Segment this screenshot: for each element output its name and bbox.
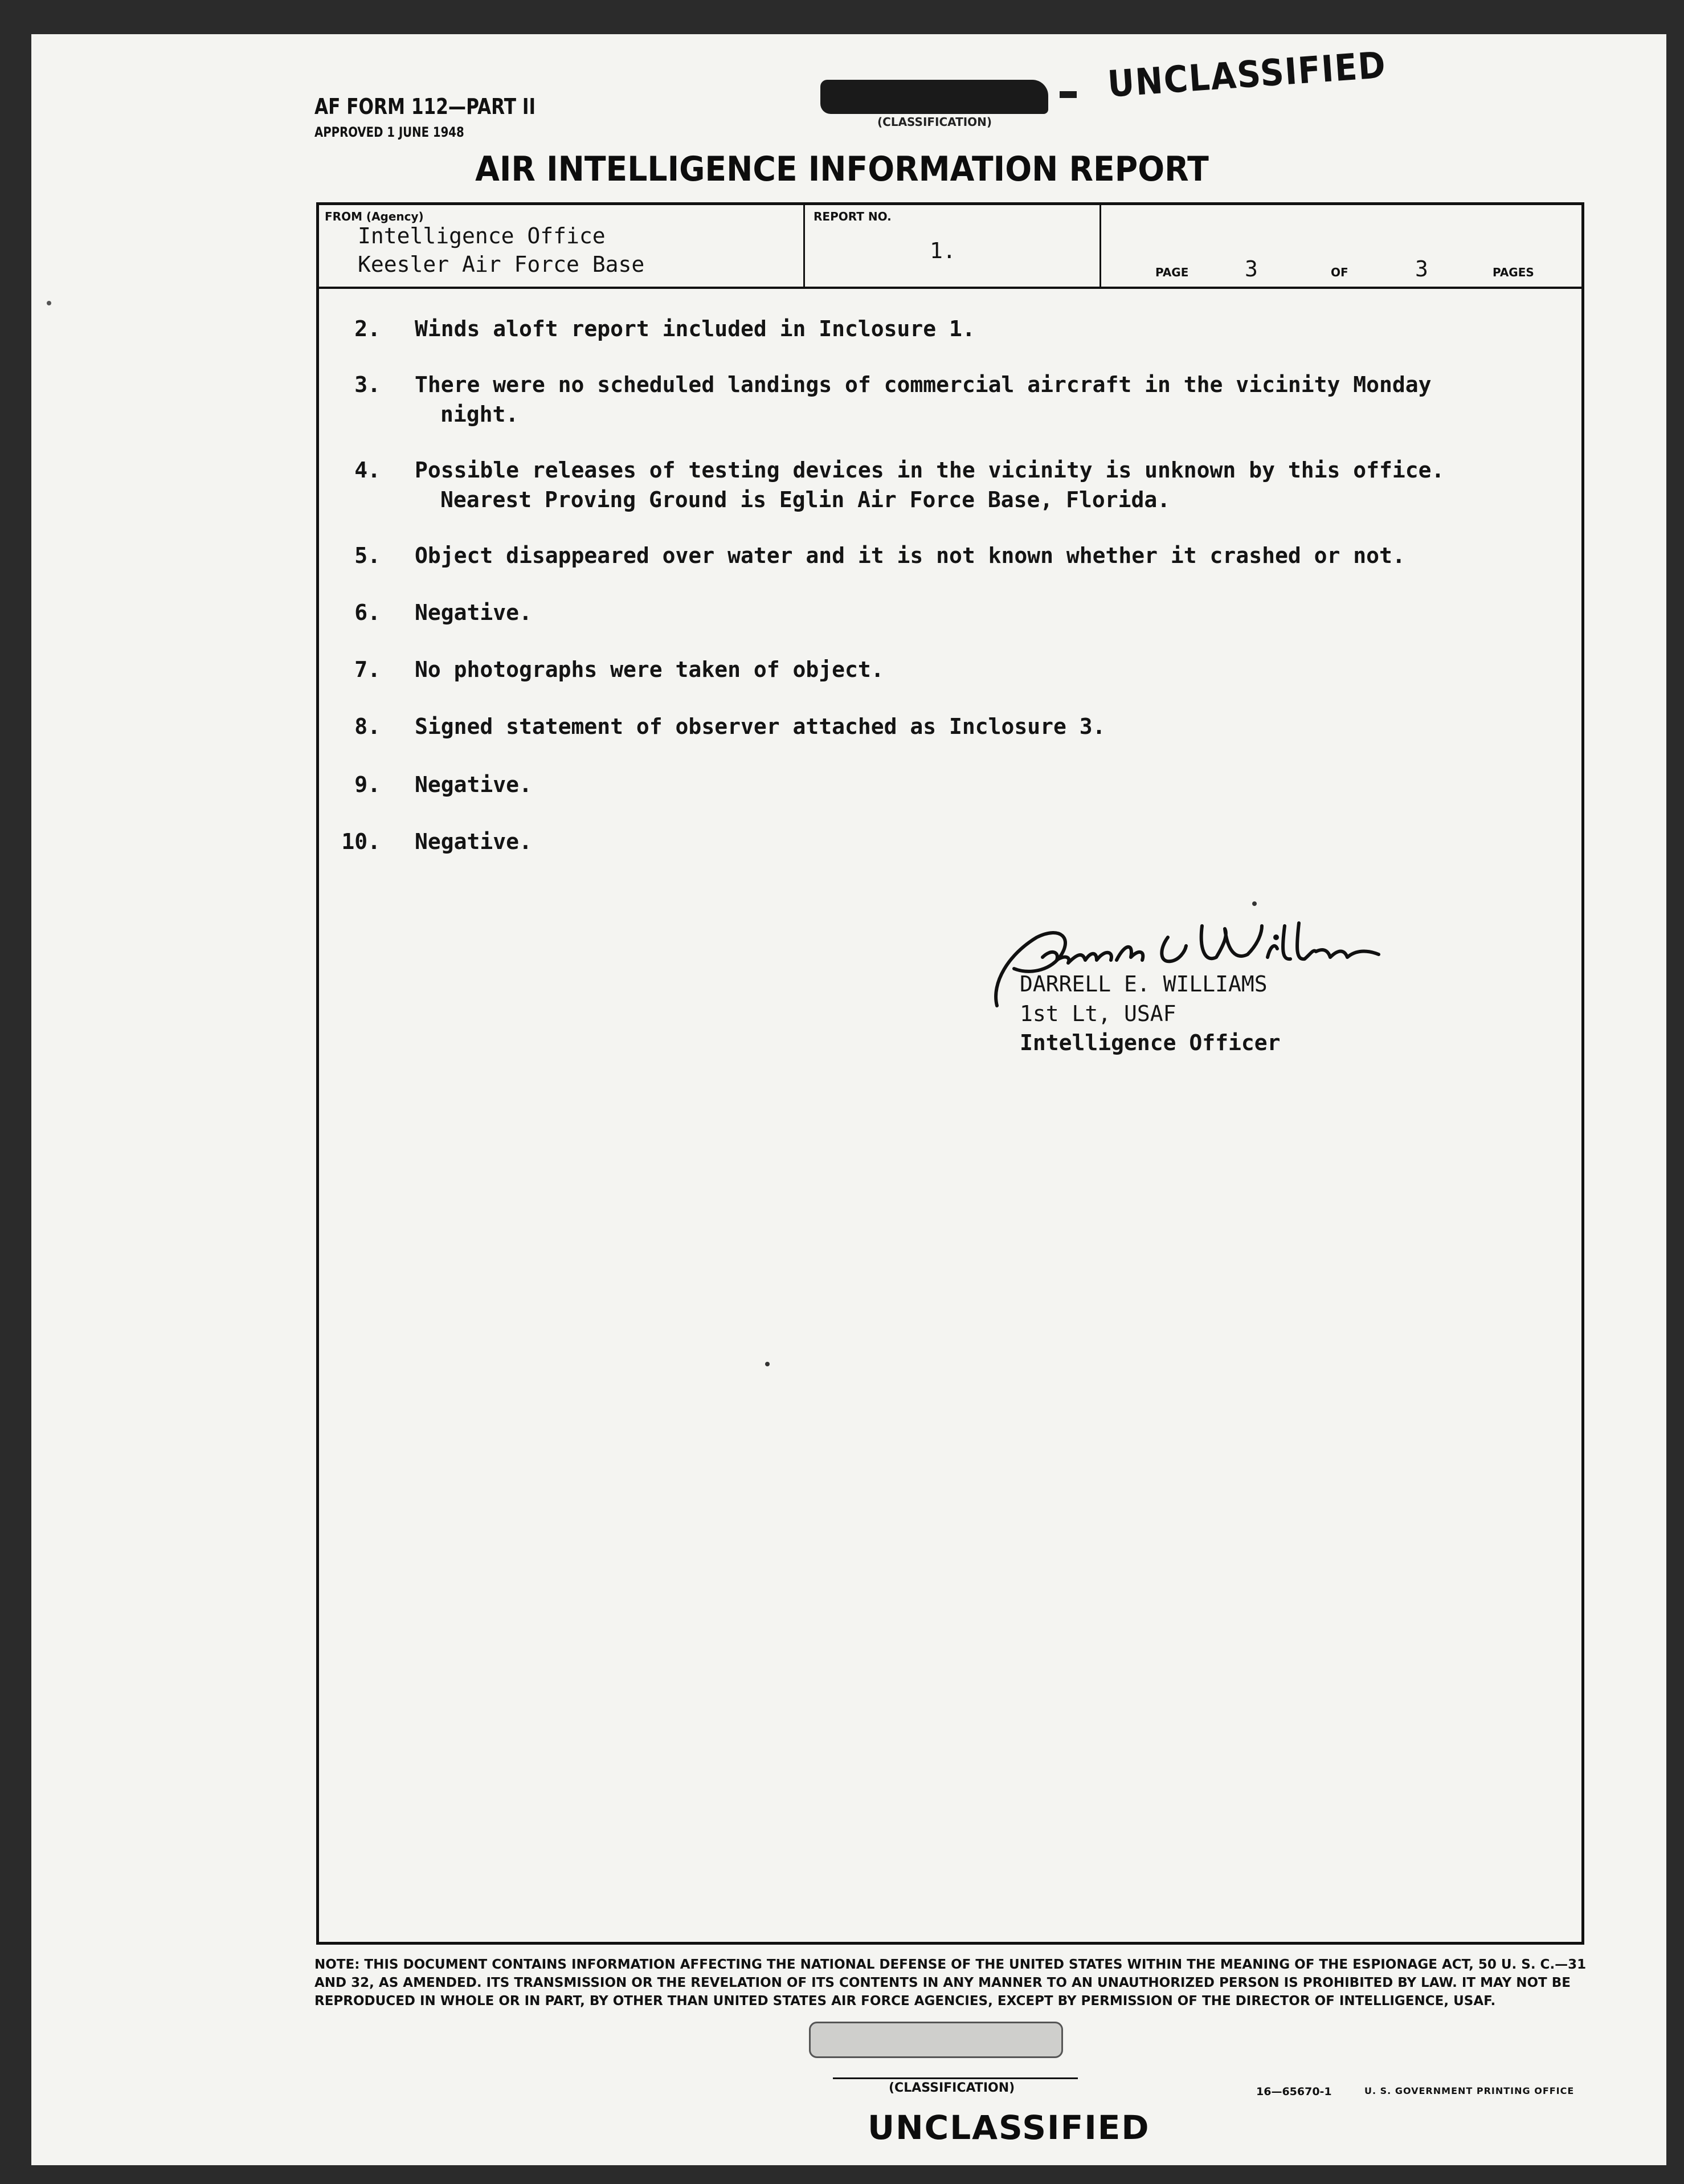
header-column-divider bbox=[1099, 202, 1101, 288]
item-text: Signed statement of observer attached as Inclosure 3. bbox=[415, 714, 1106, 739]
form-id: AF FORM 112—PART II bbox=[314, 94, 536, 119]
classification-stamp-top: UNCLASSIFIED bbox=[1106, 44, 1388, 106]
item-text-continued: night. bbox=[440, 402, 519, 427]
from-agency-label: FROM (Agency) bbox=[325, 210, 424, 223]
item-number: 9. bbox=[354, 772, 381, 797]
note-text: THIS DOCUMENT CONTAINS INFORMATION AFFECTING THE NATIONAL DEFENSE OF THE UNITED STATES WITHIN THE MEANING OF THE ESPIONAGE ACT, 50 U. S. C.—31 AND 32, AS AMENDED. ITS TRANSMISSION OR THE REVELATION OF ITS CONTENTS IN ANY MANNER TO AN UNAUTHORIZED PERSON IS PROHIBITED BY LAW. IT MAY NOT BE REPRODUCED IN WHOLE OR IN PART, BY OTHER THAN UNITED STATES AIR FORCE AGENCIES, EXCEPT BY PERMISSION OF THE DIRECTOR OF INTELLIGENCE, USAF. bbox=[314, 1957, 1587, 2009]
total-pages: 3 bbox=[1415, 256, 1428, 281]
note-label: NOTE: bbox=[314, 1957, 360, 1972]
item-number: 8. bbox=[354, 714, 381, 739]
item-number: 7. bbox=[354, 657, 381, 682]
of-label: OF bbox=[1331, 266, 1348, 279]
item-text: Negative. bbox=[415, 600, 532, 625]
item-text: Negative. bbox=[415, 829, 532, 854]
signer-rank: 1st Lt, USAF bbox=[1020, 1001, 1176, 1026]
classification-stamp-bottom: UNCLASSIFIED bbox=[868, 2108, 1150, 2147]
header-divider bbox=[316, 287, 1584, 289]
scan-speck bbox=[1252, 901, 1257, 906]
redaction-mark bbox=[1060, 91, 1077, 98]
report-title: AIR INTELLIGENCE INFORMATION REPORT bbox=[475, 149, 1209, 189]
classification-line bbox=[833, 2077, 1078, 2079]
page-label: PAGE bbox=[1155, 266, 1189, 279]
item-text: Winds aloft report included in Inclosure 1. bbox=[415, 316, 975, 341]
from-agency-line-1: Intelligence Office bbox=[358, 223, 606, 248]
report-no-value: 1. bbox=[930, 238, 956, 263]
item-number: 2. bbox=[354, 316, 381, 341]
header-column-divider bbox=[803, 202, 805, 288]
signature bbox=[974, 903, 1396, 1017]
pages-label: PAGES bbox=[1493, 266, 1534, 279]
print-code: 16—65670-1 bbox=[1256, 2085, 1332, 2098]
signer-name: DARRELL E. WILLIAMS bbox=[1020, 971, 1268, 997]
signer-title: Intelligence Officer bbox=[1020, 1030, 1281, 1055]
redaction-mark bbox=[820, 80, 1048, 114]
scan-speck bbox=[47, 301, 51, 305]
item-number: 4. bbox=[354, 458, 381, 483]
classification-label-bottom: (CLASSIFICATION) bbox=[889, 2081, 1015, 2095]
from-agency-line-2: Keesler Air Force Base bbox=[358, 252, 645, 277]
item-number: 5. bbox=[354, 543, 381, 568]
classification-label-top: (CLASSIFICATION) bbox=[877, 115, 992, 129]
security-note bbox=[314, 1956, 1613, 2010]
item-text: Possible releases of testing devices in the vicinity is unknown by this office. bbox=[415, 458, 1445, 483]
item-number: 6. bbox=[354, 600, 381, 625]
scan-speck bbox=[765, 1362, 770, 1366]
item-text: Object disappeared over water and it is not known whether it crashed or not. bbox=[415, 543, 1405, 568]
item-number: 10. bbox=[341, 829, 381, 854]
item-text: Negative. bbox=[415, 772, 532, 797]
item-number: 3. bbox=[354, 372, 381, 397]
report-no-label: REPORT NO. bbox=[814, 210, 892, 223]
item-text: No photographs were taken of object. bbox=[415, 657, 884, 682]
item-text-continued: Nearest Proving Ground is Eglin Air Force Base, Florida. bbox=[440, 487, 1171, 512]
redaction-mark bbox=[809, 2022, 1063, 2058]
printing-office: U. S. GOVERNMENT PRINTING OFFICE bbox=[1364, 2085, 1575, 2096]
item-text: There were no scheduled landings of commercial aircraft in the vicinity Monday bbox=[415, 372, 1432, 397]
approval-date: APPROVED 1 JUNE 1948 bbox=[314, 124, 464, 140]
page-number: 3 bbox=[1245, 256, 1258, 281]
